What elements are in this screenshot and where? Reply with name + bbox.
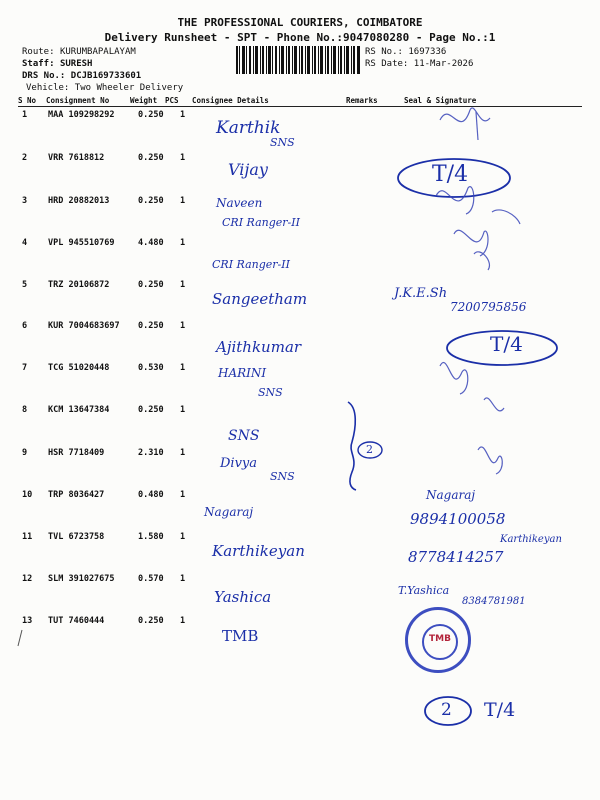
row-consignment: TRP 8036427 [48,490,105,500]
rs-no-value: 1697336 [408,47,447,57]
row-consignment: VRR 7618812 [48,153,105,163]
handwriting-consignee: Vijay [228,160,268,179]
row-weight: 0.530 [138,363,164,373]
row-sno: 6 [22,321,28,331]
row-consignment: KCM 13647384 [48,405,110,415]
handwriting-consignee: Naveen [216,196,263,210]
col-header-weight: Weight [130,96,158,105]
handwriting-consignee: Yashica [214,588,272,606]
row-weight: 0.250 [138,153,164,163]
row-weight: 0.250 [138,196,164,206]
handwriting-consignee: Ajithkumar [216,338,302,356]
row-weight: 0.570 [138,574,164,584]
row-pcs: 1 [180,490,186,500]
route-label: Route: [22,47,55,57]
row-sno: 3 [22,196,28,206]
row-sno: 13 [22,616,33,626]
handwriting-remark: 9894100058 [410,510,506,528]
row-consignment: SLM 391027675 [48,574,115,584]
row-sno: 7 [22,363,28,373]
row-sno: 5 [22,280,28,290]
col-header-seal: Seal & Signature [404,96,477,105]
handwriting-remark: 7200795856 [450,300,527,314]
row-sno: 10 [22,490,33,500]
row-pcs: 1 [180,448,186,458]
row-pcs: 1 [180,238,186,248]
row-pcs: 1 [180,280,186,290]
row-consignment: TCG 51020448 [48,363,110,373]
row-consignment: MAA 109298292 [48,110,115,120]
row-pcs: 1 [180,153,186,163]
handwriting-remark: Karthikeyan [500,534,562,545]
vehicle-value: Two Wheeler Delivery [74,83,184,93]
row-weight: 0.480 [138,490,164,500]
row-weight: 0.250 [138,321,164,331]
handwriting-consignee: Sangeetham [212,290,308,308]
col-header-pcs: PCS [165,96,179,105]
row-pcs: 1 [180,574,186,584]
row-consignment: TRZ 20106872 [48,280,110,290]
route-value: KURUMBAPALAYAM [59,47,136,57]
row-consignment: HRD 20882013 [48,196,110,206]
row-pcs: 1 [180,196,186,206]
handwriting-remark: Nagaraj [426,488,476,502]
col-header-remarks: Remarks [346,96,378,105]
row-pcs: 1 [180,321,186,331]
row-sno: 12 [22,574,33,584]
row-sno: 2 [22,153,28,163]
row-consignment: VPL 945510769 [48,238,115,248]
row-pcs: 1 [180,405,186,415]
staff-label: Staff: [22,59,55,69]
row-pcs: 1 [180,616,186,626]
row-consignment: TUT 7460444 [48,616,105,626]
row-sno: 4 [22,238,28,248]
handwriting-consignee: SNS [228,428,260,444]
runsheet-subtitle: Delivery Runsheet - SPT - Phone No.:9047080280 - Page No.:1 [104,31,496,44]
handwriting-consignee: SNS [270,470,295,483]
handwriting-remark: 8384781981 [462,596,526,607]
staff-value: SURESH [59,59,93,69]
company-name: THE PROFESSIONAL COURIERS, COIMBATORE [177,16,423,29]
row-sno: 1 [22,110,28,120]
row-weight: 1.580 [138,532,164,542]
bank-stamp [405,607,471,673]
handwriting-consignee: Karthikeyan [212,542,305,560]
handwriting-consignee: Nagaraj [204,505,254,519]
col-header-consignment: Consignment No [46,96,110,105]
rs-date-label: RS Date: [365,59,409,69]
drs-label: DRS No.: [22,71,66,81]
drs-value: DCJB169733601 [70,71,142,81]
row-sno: 11 [22,532,33,542]
stamp-logo-text: TMB [429,634,451,644]
handwriting-remark: 8778414257 [408,548,504,566]
handwriting-consignee: SNS [270,136,295,149]
bottom-note-text: T/4 [484,699,516,721]
row-pcs: 1 [180,532,186,542]
col-header-consignee: Consignee Details [192,96,269,105]
handwriting-consignee: HARINI [218,366,267,380]
t4-mark-text: T/4 [432,162,469,187]
row-weight: 0.250 [138,110,164,120]
handwriting-remark: J.K.E.Sh [394,286,448,301]
handwriting-consignee: TMB [222,627,259,645]
row-sno: 8 [22,405,28,415]
row-weight: 2.310 [138,448,164,458]
handwriting-consignee: CRI Ranger-II [222,216,300,229]
row-weight: 0.250 [138,280,164,290]
t4-mark-text: T/4 [490,332,523,356]
handwriting-consignee: Divya [220,456,258,471]
margin-mark [14,628,26,650]
row-pcs: 1 [180,110,186,120]
row-consignment: KUR 7004683697 [48,321,120,331]
handwriting-consignee: CRI Ranger-II [212,258,290,271]
row-consignment: HSR 7718409 [48,448,105,458]
bottom-note-count: 2 [441,700,452,720]
rs-date-value: 11-Mar-2026 [413,59,474,69]
row-weight: 4.480 [138,238,164,248]
row-weight: 0.250 [138,405,164,415]
row-pcs: 1 [180,363,186,373]
row-sno: 9 [22,448,28,458]
handwriting-remark: T.Yashica [398,584,450,597]
row-consignment: TVL 6723758 [48,532,105,542]
vehicle-label: Vehicle: [26,83,70,93]
rs-no-label: RS No.: [365,47,403,57]
handwriting-consignee: Karthik [216,118,281,138]
handwriting-consignee: SNS [258,386,283,399]
row-weight: 0.250 [138,616,164,626]
brace-count: 2 [366,443,373,456]
col-header-sno: S No [18,96,37,105]
